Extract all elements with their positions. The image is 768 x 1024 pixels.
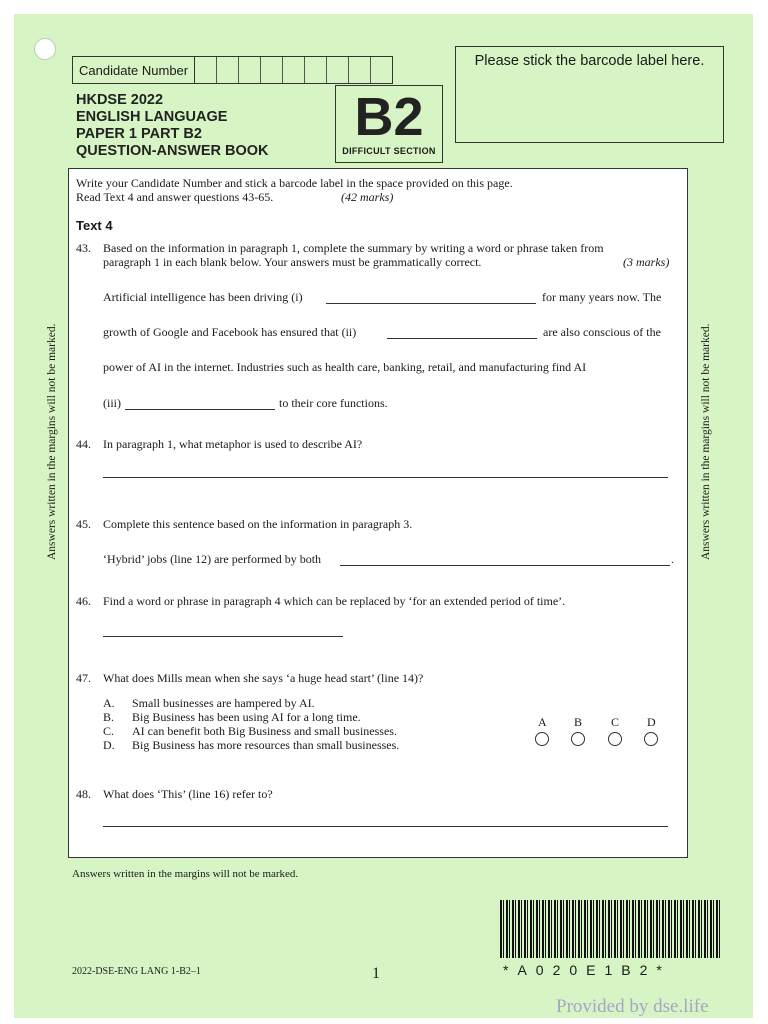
q43-number: 43. xyxy=(76,241,91,255)
q47-option-c-text: AI can benefit both Big Business and small businesses. xyxy=(132,724,397,738)
section-badge xyxy=(335,85,443,163)
q43-sentence-2b: are also conscious of the xyxy=(543,325,661,339)
candidate-number-label: Candidate Number xyxy=(73,57,195,83)
candidate-digit-box[interactable] xyxy=(349,57,371,83)
instruction-line-1: Write your Candidate Number and stick a barcode label in the space provided on this page. xyxy=(76,176,513,190)
q48-number: 48. xyxy=(76,787,91,801)
q43-prompt-l2: paragraph 1 in each blank below. Your answers must be grammatically correct. xyxy=(103,255,482,269)
title-line: PAPER 1 PART B2 xyxy=(76,126,202,142)
q45-number: 45. xyxy=(76,517,91,531)
q45-end: . xyxy=(671,552,674,566)
punch-hole xyxy=(34,38,56,60)
q43-sentence-1a: Artificial intelligence has been driving (i) xyxy=(103,290,303,304)
right-margin-note xyxy=(700,320,716,620)
q46-answer-line[interactable] xyxy=(103,624,343,637)
q44-answer-line[interactable] xyxy=(103,465,668,478)
q43-blank-ii[interactable] xyxy=(387,324,537,339)
q48-prompt: What does ‘This’ (line 16) refer to? xyxy=(103,787,273,801)
q47-option-a-letter: A. xyxy=(103,696,115,710)
q48-answer-line[interactable] xyxy=(103,814,668,827)
paper-code: 2022-DSE-ENG LANG 1-B2–1 xyxy=(72,966,201,977)
q46-prompt: Find a word or phrase in paragraph 4 which can be replaced by ‘for an extended period of time’. xyxy=(103,594,566,608)
q47-option-d-text: Big Business has more resources than small businesses. xyxy=(132,738,400,752)
q47-bubble-b[interactable] xyxy=(571,732,585,746)
watermark: Provided by dse.life xyxy=(556,996,709,1017)
q43-sentence-4b: to their core functions. xyxy=(279,396,388,410)
barcode-text: *A020E1B2* xyxy=(503,962,671,978)
question-panel xyxy=(68,168,688,858)
q47-bubble-d[interactable] xyxy=(644,732,658,746)
title-line: QUESTION-ANSWER BOOK xyxy=(76,143,269,159)
q43-blank-i[interactable] xyxy=(326,289,536,304)
candidate-digit-box[interactable] xyxy=(261,57,283,83)
margin-note-text: Answers written in the margins will not be marked. xyxy=(700,323,712,560)
q44-prompt: In paragraph 1, what metaphor is used to describe AI? xyxy=(103,437,363,451)
q47-bubble-label-a: A xyxy=(538,715,547,729)
left-margin-note xyxy=(46,320,62,620)
title-line: ENGLISH LANGUAGE xyxy=(76,109,228,125)
title-line: HKDSE 2022 xyxy=(76,92,164,108)
q47-bubble-label-d: D xyxy=(647,715,656,729)
q43-blank-iii[interactable] xyxy=(125,395,275,410)
candidate-digit-box[interactable] xyxy=(327,57,349,83)
candidate-digit-box[interactable] xyxy=(283,57,305,83)
q47-option-d-letter: D. xyxy=(103,738,115,752)
candidate-digit-box[interactable] xyxy=(195,57,217,83)
exam-title xyxy=(76,92,269,160)
text-heading: Text 4 xyxy=(76,218,113,233)
barcode xyxy=(500,900,722,958)
q45-prompt: Complete this sentence based on the information in paragraph 3. xyxy=(103,517,413,531)
q47-number: 47. xyxy=(76,671,91,685)
q43-sentence-3: power of AI in the internet. Industries such as health care, banking, retail, and manufacturing find AI xyxy=(103,360,587,374)
q47-bubble-a[interactable] xyxy=(535,732,549,746)
candidate-digit-box[interactable] xyxy=(371,57,392,83)
q44-number: 44. xyxy=(76,437,91,451)
section-code: B2 xyxy=(354,87,424,147)
q45-stem: ‘Hybrid’ jobs (line 12) are performed by both xyxy=(103,552,322,566)
q43-sentence-1b: for many years now. The xyxy=(542,290,662,304)
q46-number: 46. xyxy=(76,594,91,608)
q43-marks: (3 marks) xyxy=(623,255,670,269)
candidate-digit-box[interactable] xyxy=(217,57,239,83)
q47-prompt: What does Mills mean when she says ‘a huge head start’ (line 14)? xyxy=(103,671,424,685)
section-name: DIFFICULT SECTION xyxy=(342,146,436,156)
instruction-marks: (42 marks) xyxy=(341,190,394,204)
q47-bubble-c[interactable] xyxy=(608,732,622,746)
candidate-digit-box[interactable] xyxy=(239,57,261,83)
q47-option-b-text: Big Business has been using AI for a long time. xyxy=(132,710,361,724)
margin-note-text: Answers written in the margins will not be marked. xyxy=(46,323,58,560)
footer-margin-note: Answers written in the margins will not be marked. xyxy=(72,868,299,880)
q43-sentence-2a: growth of Google and Facebook has ensured that (ii) xyxy=(103,325,357,339)
q47-option-a-text: Small businesses are hampered by AI. xyxy=(132,696,315,710)
page-number: 1 xyxy=(372,965,380,982)
q43-prompt-l1: Based on the information in paragraph 1, complete the summary by writing a word or phrase taken from xyxy=(103,241,604,255)
barcode-label-box[interactable] xyxy=(455,46,724,143)
candidate-digit-box[interactable] xyxy=(305,57,327,83)
q47-option-b-letter: B. xyxy=(103,710,115,724)
q47-bubble-label-c: C xyxy=(611,715,620,729)
q43-sentence-4a: (iii) xyxy=(103,396,121,410)
candidate-number-box xyxy=(72,56,393,84)
q47-option-c-letter: C. xyxy=(103,724,115,738)
q45-answer-line[interactable] xyxy=(340,551,670,566)
barcode-instruction: Please stick the barcode label here. xyxy=(474,53,705,69)
q47-bubble-label-b: B xyxy=(574,715,583,729)
instruction-line-2: Read Text 4 and answer questions 43-65. xyxy=(76,190,274,204)
